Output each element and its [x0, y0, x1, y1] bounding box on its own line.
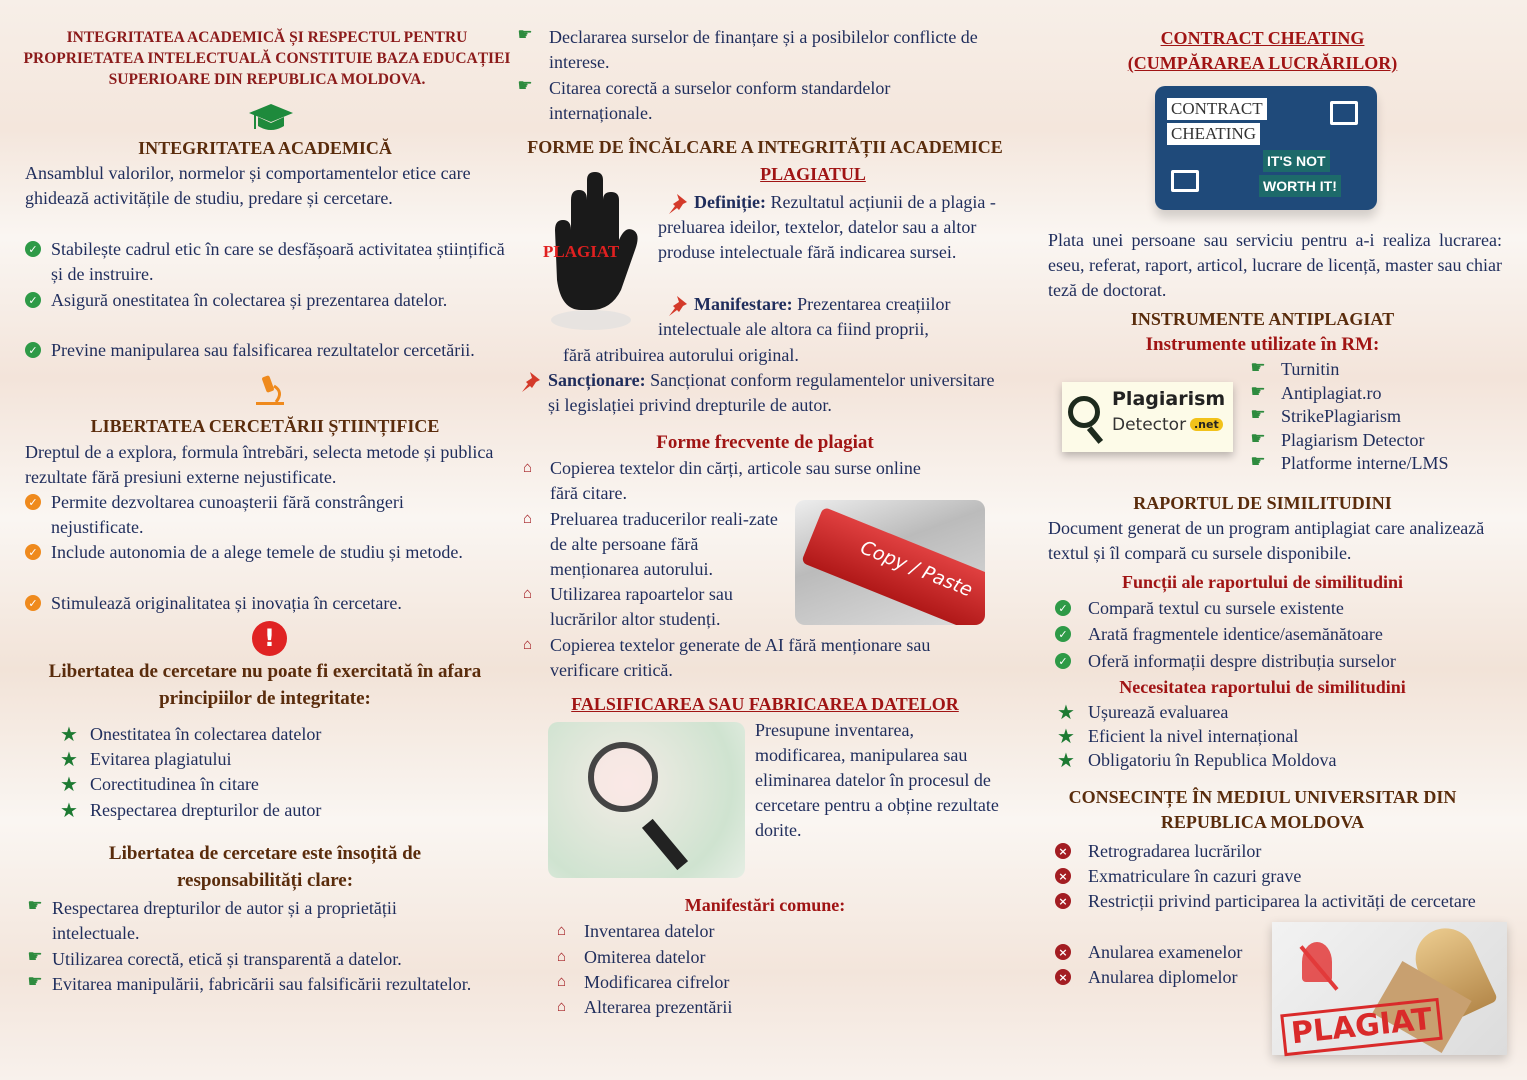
manifestation-text: Manifestare: Prezentarea creațiilor intelectuale ale altora ca fiind proprii,	[658, 294, 951, 339]
list-item: ☛ Platforme interne/LMS	[1248, 452, 1448, 475]
pointing-hand-icon: ☛	[1250, 405, 1266, 425]
pointing-hand-icon: ☛	[27, 947, 43, 967]
list-item: ★ Onestitatea în colectarea datelor	[58, 722, 321, 747]
exclamation-icon: !	[252, 621, 287, 656]
warning-heading: Libertatea de cercetare nu poate fi exercitată în afara principiilor de integritate:	[48, 661, 482, 709]
integrity-heading: INTEGRITATEA ACADEMICĂ	[138, 138, 392, 158]
list-item: ★ Respectarea drepturilor de autor	[58, 798, 321, 823]
star-icon: ★	[1057, 700, 1075, 724]
list-item: ★ Eficient la nivel internațional	[1055, 724, 1298, 748]
check-circle-icon: ✓	[1055, 600, 1071, 616]
list-item: ⌂ Copierea textelor din cărți, articole sau surse online fără citare.	[523, 458, 921, 503]
building-icon: ⌂	[557, 974, 567, 990]
list-item: ✓ Stimulează originalitatea și inovația în cercetare.	[25, 591, 510, 616]
check-circle-icon: ✓	[25, 342, 41, 358]
pointing-hand-icon: ☛	[1250, 358, 1266, 378]
list-item: ⌂ Copierea textelor generate de AI fără menționare sau verificare critică.	[523, 635, 931, 680]
list-item: × Exmatriculare în cazuri grave	[1055, 864, 1301, 889]
star-icon: ★	[60, 747, 78, 771]
common-manifestations-heading: Manifestări comune:	[684, 895, 846, 915]
check-circle-icon: ✓	[25, 595, 41, 611]
list-item: ☛ Evitarea manipulării, fabricării sau falsificării rezultatelor.	[25, 972, 475, 997]
list-item: ☛ Utilizarea corectă, etică și transparentă a datelor.	[25, 947, 515, 972]
pointing-hand-icon: ☛	[1250, 429, 1266, 449]
list-item: ☛ StrikePlagiarism	[1248, 405, 1401, 428]
building-icon: ⌂	[557, 923, 567, 939]
pointing-hand-icon: ☛	[1250, 452, 1266, 472]
stop-hand-image: PLAGIAT	[535, 170, 647, 340]
falsification-text: Presupune inventarea, modificarea, manipularea sau eliminarea datelor în procesul de cercetare pentru a obține rezultate dorite.	[755, 720, 999, 840]
building-icon: ⌂	[523, 511, 533, 527]
frequent-forms-heading: Forme frecvente de plagiat	[656, 432, 874, 453]
contract-cheating-heading: CONTRACT CHEATING	[1160, 28, 1365, 48]
list-item: ⌂ Alterarea prezentării	[557, 997, 733, 1017]
graduation-cap-icon	[249, 102, 293, 134]
list-item: × Anularea diplomelor	[1055, 965, 1237, 990]
star-icon: ★	[60, 772, 78, 796]
definition-text: Definiție: Rezultatul acțiunii de a plagia - preluarea ideilor, textelor, datelor sau a altor produse intelectuale fără indicarea sursei.	[658, 192, 996, 262]
pointing-hand-icon: ☛	[517, 76, 533, 96]
list-item: ✓ Stabilește cadrul etic în care se desfășoară activitatea științifică și de instruire.	[25, 237, 510, 287]
main-title: INTEGRITATEA ACADEMICĂ ȘI RESPECTUL PENTRU PROPRIETATEA INTELECTUALĂ CONSTITUIE BAZA EDUCAȚIEI SUPERIOARE DIN REPUBLICA MOLDOVA.	[23, 29, 511, 88]
plagiarism-heading: PLAGIATUL	[760, 164, 866, 184]
pushpin-icon	[518, 370, 542, 392]
integrity-definition: Ansamblul valorilor, normelor și comportamentelor etice care ghidează activitățile de studiu, predare și cercetare.	[25, 163, 471, 208]
tools-heading: INSTRUMENTE ANTIPLAGIAT	[1130, 309, 1395, 329]
list-item: × Restricții privind participarea la activități de cercetare	[1055, 889, 1485, 914]
building-icon: ⌂	[523, 586, 533, 602]
violations-heading: FORME DE ÎNCĂLCARE A INTEGRITĂȚII ACADEMICE	[527, 137, 1003, 157]
star-icon: ★	[60, 722, 78, 746]
contract-cheating-image: CONTRACT CHEATING IT'S NOT WORTH IT!	[1155, 86, 1377, 210]
pointing-hand-icon: ☛	[27, 896, 43, 916]
magnifier-document-image	[548, 722, 745, 878]
research-freedom-definition: Dreptul de a explora, formula întrebări, selecta metode și publica rezultate fără presiuni externe nejustificate.	[25, 442, 494, 487]
report-functions-heading: Funcții ale raportului de similitudini	[1121, 572, 1404, 592]
list-item: ✓ Oferă informații despre distribuția surselor	[1055, 649, 1396, 674]
building-icon: ⌂	[523, 460, 533, 476]
x-circle-icon: ×	[1055, 944, 1071, 960]
x-circle-icon: ×	[1055, 843, 1071, 859]
sanction-text: Sancționare: Sancționat conform regulamentelor universitare și legislației privind drepturile de autor.	[548, 370, 995, 415]
list-item: ★ Ușurează evaluarea	[1055, 700, 1228, 724]
list-item: ⌂ Modificarea cifrelor	[557, 972, 730, 992]
check-circle-icon: ✓	[25, 292, 41, 308]
plagiat-stamp-image: PLAGIAT	[1272, 922, 1507, 1055]
x-circle-icon: ×	[1055, 893, 1071, 909]
research-freedom-heading: LIBERTATEA CERCETĂRII ȘTIINȚIFICE	[90, 416, 440, 436]
list-item: ⌂ Utilizarea rapoartelor sau lucrărilor altor studenți.	[523, 584, 733, 629]
list-item: ⌂ Omiterea datelor	[557, 947, 706, 967]
monitor-icon	[1330, 101, 1358, 125]
laptop-icon	[1171, 170, 1199, 192]
list-item: ✓ Asigură onestitatea în colectarea și prezentarea datelor.	[25, 288, 465, 313]
list-item: ☛ Citarea corectă a surselor conform standardelor internaționale.	[515, 76, 985, 126]
contract-cheating-text: Plata unei persoane sau serviciu pentru a-i realiza lucrarea: eseu, referat, raport, articol, lucrare de licență, master sau chiar teză de doctorat.	[1048, 230, 1502, 300]
star-icon: ★	[1057, 748, 1075, 772]
plagiarism-detector-logo: Plagiarism Detector .net	[1062, 382, 1233, 452]
building-icon: ⌂	[523, 637, 533, 653]
list-item: ✓ Arată fragmentele identice/asemănătoare	[1055, 622, 1383, 647]
list-item: × Anularea examenelor	[1055, 940, 1242, 965]
check-circle-icon: ✓	[1055, 626, 1071, 642]
list-item: × Retrogradarea lucrărilor	[1055, 839, 1261, 864]
list-item: ⌂ Preluarea traducerilor reali-zate de alte persoane fără menționarea autorului.	[523, 509, 778, 579]
pointing-hand-icon: ☛	[1250, 382, 1266, 402]
list-item: ☛ Antiplagiat.ro	[1248, 382, 1381, 405]
list-item: ✓ Previne manipularea sau falsificarea rezultatelor cercetării.	[25, 338, 475, 363]
x-circle-icon: ×	[1055, 969, 1071, 985]
report-necessity-heading: Necesitatea raportului de similitudini	[1119, 677, 1406, 697]
star-icon: ★	[1057, 724, 1075, 748]
similarity-report-text: Document generat de un program antiplagiat care analizează textul și îl compară cu sursele disponibile.	[1048, 518, 1485, 563]
list-item: ★ Evitarea plagiatului	[58, 747, 231, 772]
responsibility-heading: Libertatea de cercetare este însoțită de responsabilități clare:	[108, 843, 422, 891]
building-icon: ⌂	[557, 999, 567, 1015]
building-icon: ⌂	[557, 949, 567, 965]
list-item: ✓ Compară textul cu sursele existente	[1055, 596, 1344, 621]
list-item: ★ Obligatoriu în Republica Moldova	[1055, 748, 1336, 772]
manifestation-text-cont: fără atribuirea autorului original.	[563, 345, 799, 365]
similarity-report-heading: RAPORTUL DE SIMILITUDINI	[1133, 493, 1392, 513]
pointing-hand-icon: ☛	[27, 972, 43, 992]
star-icon: ★	[60, 798, 78, 822]
falsification-heading: FALSIFICAREA SAU FABRICAREA DATELOR	[571, 694, 959, 714]
check-circle-icon: ✓	[25, 241, 41, 257]
tools-subheading: Instrumente utilizate în RM:	[1145, 334, 1380, 355]
list-item: ☛ Plagiarism Detector	[1248, 429, 1424, 452]
list-item: ★ Corectitudinea în citare	[58, 772, 259, 797]
list-item: ☛ Respectarea drepturilor de autor și a proprietății intelectuale.	[25, 896, 485, 946]
x-circle-icon: ×	[1055, 868, 1071, 884]
contract-cheating-subheading: (CUMPĂRAREA LUCRĂRILOR)	[1127, 53, 1398, 73]
consequences-heading: CONSECINȚE ÎN MEDIUL UNIVERSITAR DIN REPUBLICA MOLDOVA	[1068, 787, 1457, 832]
list-item: ☛ Turnitin	[1248, 358, 1339, 381]
microscope-icon	[252, 374, 288, 406]
list-item: ☛ Declararea surselor de finanțare și a posibilelor conflicte de interese.	[515, 25, 985, 75]
check-circle-icon: ✓	[25, 544, 41, 560]
list-item: ✓ Include autonomia de a alege temele de studiu și metode.	[25, 540, 495, 565]
list-item: ⌂ Inventarea datelor	[557, 921, 715, 941]
list-item: ✓ Permite dezvoltarea cunoașterii fără constrângeri nejustificate.	[25, 490, 495, 540]
pointing-hand-icon: ☛	[517, 25, 533, 45]
check-circle-icon: ✓	[1055, 653, 1071, 669]
check-circle-icon: ✓	[25, 494, 41, 510]
copy-paste-key-image: Copy / Paste	[795, 500, 985, 625]
